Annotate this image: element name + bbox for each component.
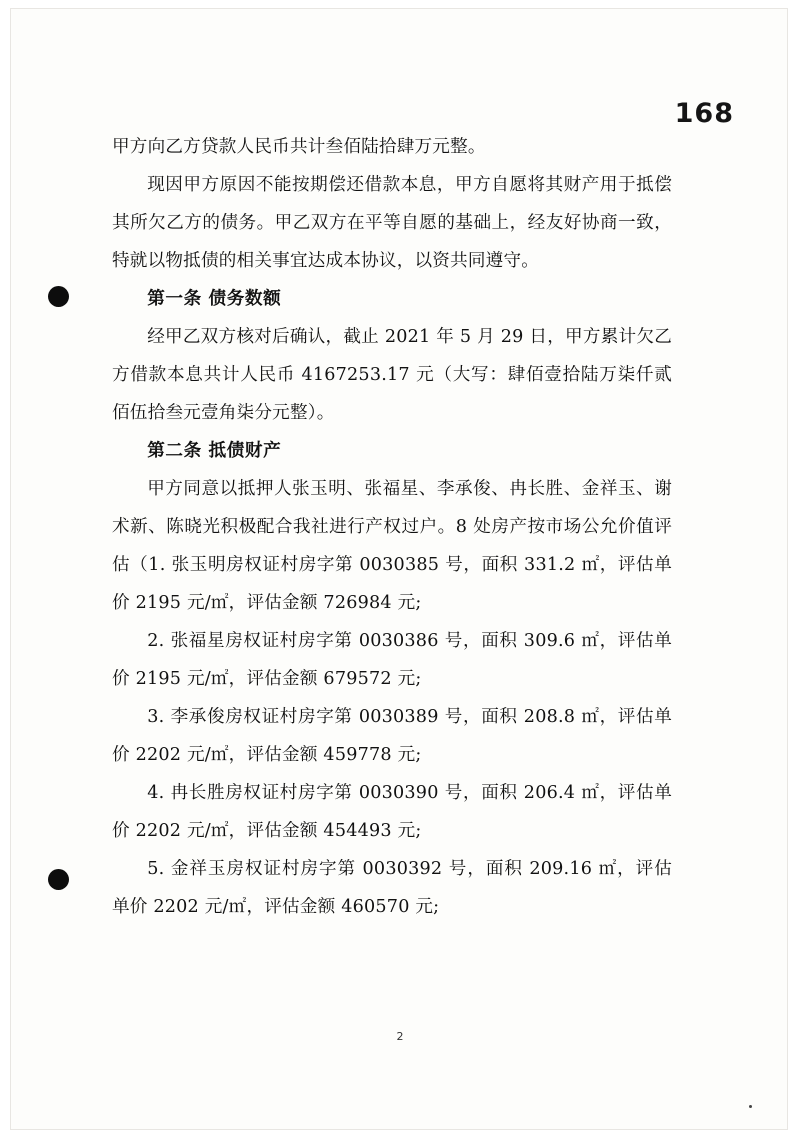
paragraph-loan-total: 甲方向乙方贷款人民币共计叁佰陆拾肆万元整。 (112, 137, 486, 157)
document-body (112, 128, 672, 926)
paragraph-property-item-4: 4. 冉长胜房权证村房字第 0030390 号，面积 206.4 ㎡，评估单价 2202 元/㎡，评估金额 454493 元; (112, 783, 672, 841)
paragraph-property-item-2: 2. 张福星房权证村房字第 0030386 号，面积 309.6 ㎡，评估单价 2195 元/㎡，评估金额 679572 元; (112, 631, 672, 689)
scan-speck (749, 1105, 752, 1108)
footer-page-number: 2 (396, 1030, 404, 1043)
paragraph-property-item-5: 5. 金祥玉房权证村房字第 0030392 号，面积 209.16 ㎡，评估单价 2202 元/㎡，评估金额 460570 元; (112, 859, 672, 917)
paragraph-article-1-body: 经甲乙双方核对后确认，截止 2021 年 5 月 29 日，甲方累计欠乙方借款本息共计人民币 4167253.17 元（大写：肆佰壹拾陆万柒仟贰佰伍拾叁元壹角柒分元整）。 (112, 327, 672, 423)
paragraph-background: 现因甲方原因不能按期偿还借款本息，甲方自愿将其财产用于抵偿其所欠乙方的债务。甲乙双方在平等自愿的基础上，经友好协商一致，特就以物抵债的相关事宜达成本协议，以资共同遵守。 (112, 175, 672, 271)
punch-hole-mark-top (48, 286, 69, 307)
paragraph-property-item-3: 3. 李承俊房权证村房字第 0030389 号，面积 208.8 ㎡，评估单价 2202 元/㎡，评估金额 459778 元; (112, 707, 672, 765)
punch-hole-mark-bottom (48, 869, 69, 890)
heading-article-2: 第二条 抵债财产 (147, 440, 282, 461)
page-stamp-number: 168 (674, 98, 734, 129)
paragraph-article-2-body: 甲方同意以抵押人张玉明、张福星、李承俊、冉长胜、金祥玉、谢术新、陈晓光积极配合我社进行产权过户。8 处房产按市场公允价值评估（1. 张玉明房权证村房字第 0030385 号，面积 331.2 ㎡，评估单价 2195 元/㎡，评估金额 726984 元; (112, 479, 672, 613)
heading-article-1: 第一条 债务数额 (147, 288, 282, 309)
